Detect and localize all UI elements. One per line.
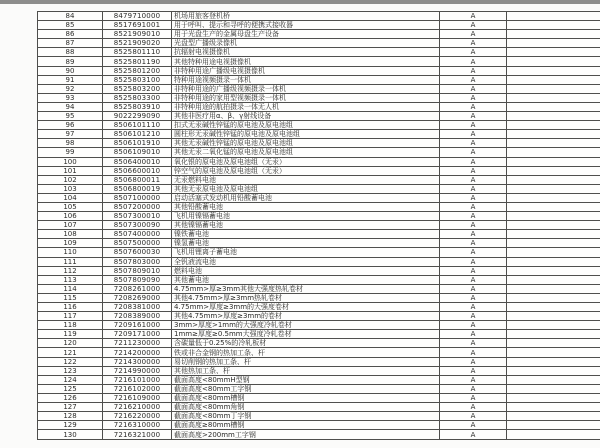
hs-code-cell: 7214300000	[103, 357, 172, 366]
row-number-cell: 88	[38, 48, 103, 57]
row-number-cell: 130	[38, 430, 103, 440]
description-cell: 全钒液流电池	[172, 257, 440, 266]
remark-cell	[507, 30, 600, 39]
category-cell: A	[440, 348, 507, 357]
category-cell: A	[440, 75, 507, 84]
category-cell: A	[440, 121, 507, 130]
table-row	[38, 57, 600, 66]
description-cell: 其他4.75mm>厚≥3mm热轧卷材	[172, 293, 440, 302]
table-row	[38, 357, 600, 366]
hs-code-cell: 8507400000	[103, 230, 172, 239]
category-cell: A	[440, 321, 507, 330]
remark-cell	[507, 293, 600, 302]
category-cell: A	[440, 193, 507, 202]
remark-cell	[507, 321, 600, 330]
description-cell: 非特种用途的家用型视频摄录一体机	[172, 93, 440, 102]
description-cell: 镍铁蓄电池	[172, 230, 440, 239]
hs-code-cell: 8525803300	[103, 93, 172, 102]
category-cell: A	[440, 48, 507, 57]
table-row	[38, 21, 600, 30]
table-row	[38, 175, 600, 184]
description-cell: 其他特种用途电视摄像机	[172, 57, 440, 66]
category-cell: A	[440, 112, 507, 121]
description-cell: 其他无汞二氧化锰的原电池及原电池组	[172, 148, 440, 157]
row-number-cell: 126	[38, 393, 103, 402]
hs-code-cell: 8525801110	[103, 48, 172, 57]
category-cell: A	[440, 384, 507, 393]
table-row	[38, 66, 600, 75]
hs-code-cell: 8506109010	[103, 148, 172, 157]
row-number-cell: 113	[38, 275, 103, 284]
row-number-cell: 92	[38, 84, 103, 93]
row-number-cell: 120	[38, 339, 103, 348]
table-row	[38, 239, 600, 248]
table-row	[38, 93, 600, 102]
description-cell: 其他无汞碱性锌锰的原电池及原电池组	[172, 139, 440, 148]
remark-cell	[507, 175, 600, 184]
remark-cell	[507, 375, 600, 384]
hs-code-cell: 8506800011	[103, 175, 172, 184]
table-row	[38, 266, 600, 275]
remark-cell	[507, 193, 600, 202]
hs-code-table	[37, 11, 600, 440]
hs-code-cell: 8507200000	[103, 202, 172, 211]
row-number-cell: 89	[38, 57, 103, 66]
table-row	[38, 421, 600, 430]
hs-code-cell: 8507809090	[103, 275, 172, 284]
hs-code-cell: 8506800019	[103, 184, 172, 193]
hs-code-cell: 8506600010	[103, 166, 172, 175]
table-row	[38, 230, 600, 239]
table-row	[38, 157, 600, 166]
category-cell: A	[440, 293, 507, 302]
table-row	[38, 375, 600, 384]
description-cell: 特种用途视频摄录一体机	[172, 75, 440, 84]
category-cell: A	[440, 202, 507, 211]
description-cell: 用于光盘生产的金属母盘生产设备	[172, 30, 440, 39]
description-cell: 截面高度<80mmH型钢	[172, 375, 440, 384]
row-number-cell: 108	[38, 230, 103, 239]
category-cell: A	[440, 66, 507, 75]
hs-code-cell: 8507300010	[103, 212, 172, 221]
table-row	[38, 321, 600, 330]
description-cell: 含碳量低于0.25%的冷轧板材	[172, 339, 440, 348]
hs-code-cell: 8525803100	[103, 75, 172, 84]
category-cell: A	[440, 130, 507, 139]
hs-code-cell: 7216321000	[103, 430, 172, 440]
description-cell: 4.75mm>厚≥3mm其他大强度热轧卷材	[172, 284, 440, 293]
table-row	[38, 348, 600, 357]
remark-cell	[507, 403, 600, 412]
category-cell: A	[440, 266, 507, 275]
table-row	[38, 212, 600, 221]
remark-cell	[507, 12, 600, 21]
remark-cell	[507, 212, 600, 221]
remark-cell	[507, 139, 600, 148]
description-cell: 3mm>厚度>1mm的大强度冷轧卷材	[172, 321, 440, 330]
category-cell: A	[440, 166, 507, 175]
category-cell: A	[440, 57, 507, 66]
row-number-cell: 96	[38, 121, 103, 130]
category-cell: A	[440, 239, 507, 248]
category-cell: A	[440, 30, 507, 39]
top-edge-bar	[0, 0, 600, 4]
category-cell: A	[440, 139, 507, 148]
table-row	[38, 339, 600, 348]
category-cell: A	[440, 84, 507, 93]
description-cell: 易切削钢的热加工条、杆	[172, 357, 440, 366]
description-cell: 截面高度<80mm丁字钢	[172, 412, 440, 421]
description-cell: 非特种用途的航拍摄录一体无人机	[172, 102, 440, 111]
remark-cell	[507, 157, 600, 166]
description-cell: 截面高度<80mm工字钢	[172, 384, 440, 393]
row-number-cell: 102	[38, 175, 103, 184]
row-number-cell: 97	[38, 130, 103, 139]
remark-cell	[507, 393, 600, 402]
row-number-cell: 103	[38, 184, 103, 193]
description-cell: 非特种用途广播级电视摄像机	[172, 66, 440, 75]
row-number-cell: 121	[38, 348, 103, 357]
row-number-cell: 129	[38, 421, 103, 430]
remark-cell	[507, 248, 600, 257]
hs-code-cell: 8517691001	[103, 21, 172, 30]
category-cell: A	[440, 275, 507, 284]
row-number-cell: 84	[38, 12, 103, 21]
category-cell: A	[440, 393, 507, 402]
description-cell: 抗辐射电视摄像机	[172, 48, 440, 57]
category-cell: A	[440, 230, 507, 239]
row-number-cell: 115	[38, 293, 103, 302]
row-number-cell: 118	[38, 321, 103, 330]
table-row	[38, 202, 600, 211]
hs-code-table-body	[38, 12, 600, 440]
table-row	[38, 193, 600, 202]
table-row	[38, 384, 600, 393]
table-row	[38, 221, 600, 230]
description-cell: 其他镍镉蓄电池	[172, 221, 440, 230]
remark-cell	[507, 66, 600, 75]
remark-cell	[507, 257, 600, 266]
hs-code-cell: 7209161000	[103, 321, 172, 330]
row-number-cell: 119	[38, 330, 103, 339]
remark-cell	[507, 84, 600, 93]
table-row	[38, 102, 600, 111]
row-number-cell: 91	[38, 75, 103, 84]
category-cell: A	[440, 430, 507, 440]
table-row	[38, 112, 600, 121]
category-cell: A	[440, 375, 507, 384]
category-cell: A	[440, 221, 507, 230]
table-row	[38, 30, 600, 39]
table-row	[38, 48, 600, 57]
description-cell: 飞机用锂离子蓄电池	[172, 248, 440, 257]
hs-code-cell: 7208381000	[103, 303, 172, 312]
description-cell: 其他非医疗用α、β、γ射线设备	[172, 112, 440, 121]
category-cell: A	[440, 102, 507, 111]
remark-cell	[507, 339, 600, 348]
hs-code-cell: 8521909020	[103, 39, 172, 48]
row-number-cell: 109	[38, 239, 103, 248]
category-cell: A	[440, 39, 507, 48]
table-row	[38, 303, 600, 312]
table-row	[38, 84, 600, 93]
row-number-cell: 128	[38, 412, 103, 421]
row-number-cell: 107	[38, 221, 103, 230]
category-cell: A	[440, 339, 507, 348]
table-row	[38, 275, 600, 284]
remark-cell	[507, 357, 600, 366]
remark-cell	[507, 284, 600, 293]
row-number-cell: 116	[38, 303, 103, 312]
category-cell: A	[440, 12, 507, 21]
hs-code-cell: 8507809010	[103, 266, 172, 275]
remark-cell	[507, 221, 600, 230]
category-cell: A	[440, 412, 507, 421]
remark-cell	[507, 93, 600, 102]
hs-code-cell: 8507500000	[103, 239, 172, 248]
description-cell: 锌空气的原电池及原电池组（无汞）	[172, 166, 440, 175]
description-cell: 机场用旅客登机桥	[172, 12, 440, 21]
description-cell: 截面高度≥80mm槽钢	[172, 421, 440, 430]
remark-cell	[507, 202, 600, 211]
row-number-cell: 98	[38, 139, 103, 148]
description-cell: 无汞燃料电池	[172, 175, 440, 184]
row-number-cell: 112	[38, 266, 103, 275]
table-row	[38, 166, 600, 175]
category-cell: A	[440, 21, 507, 30]
hs-code-cell: 8525803910	[103, 102, 172, 111]
row-number-cell: 99	[38, 148, 103, 157]
table-row	[38, 284, 600, 293]
row-number-cell: 101	[38, 166, 103, 175]
description-cell: 铁或非合金钢的热加工条、杆	[172, 348, 440, 357]
row-number-cell: 106	[38, 212, 103, 221]
category-cell: A	[440, 366, 507, 375]
remark-cell	[507, 21, 600, 30]
row-number-cell: 127	[38, 403, 103, 412]
description-cell: 扣式无汞碱性锌锰的原电池及原电池组	[172, 121, 440, 130]
row-number-cell: 104	[38, 193, 103, 202]
row-number-cell: 110	[38, 248, 103, 257]
remark-cell	[507, 121, 600, 130]
description-cell: 1mm≥厚度≥0.5mm大强度冷轧卷材	[172, 330, 440, 339]
hs-code-cell: 8506400010	[103, 157, 172, 166]
category-cell: A	[440, 357, 507, 366]
category-cell: A	[440, 175, 507, 184]
description-cell: 其他4.75mm>厚度≥3mm的卷材	[172, 312, 440, 321]
remark-cell	[507, 312, 600, 321]
remark-cell	[507, 148, 600, 157]
description-cell: 其他铅酸蓄电池	[172, 202, 440, 211]
table-row	[38, 312, 600, 321]
description-cell: 4.75mm>厚度≥3mm的大强度卷材	[172, 303, 440, 312]
remark-cell	[507, 239, 600, 248]
hs-code-cell: 7214990000	[103, 366, 172, 375]
category-cell: A	[440, 421, 507, 430]
remark-cell	[507, 48, 600, 57]
hs-code-cell: 8507300090	[103, 221, 172, 230]
category-cell: A	[440, 284, 507, 293]
table-row	[38, 139, 600, 148]
category-cell: A	[440, 184, 507, 193]
hs-code-cell: 8506101210	[103, 130, 172, 139]
remark-cell	[507, 412, 600, 421]
table-row	[38, 257, 600, 266]
row-number-cell: 90	[38, 66, 103, 75]
remark-cell	[507, 230, 600, 239]
remark-cell	[507, 130, 600, 139]
table-row	[38, 12, 600, 21]
hs-code-cell: 8506101910	[103, 139, 172, 148]
table-row	[38, 430, 600, 440]
description-cell: 其他热加工条、杆	[172, 366, 440, 375]
row-number-cell: 105	[38, 202, 103, 211]
hs-code-cell: 7216102000	[103, 384, 172, 393]
hs-code-cell: 7216310000	[103, 421, 172, 430]
category-cell: A	[440, 157, 507, 166]
hs-code-cell: 7209171000	[103, 330, 172, 339]
row-number-cell: 86	[38, 30, 103, 39]
hs-code-cell: 8525801200	[103, 66, 172, 75]
table-row	[38, 403, 600, 412]
description-cell: 其他无汞原电池及原电池组	[172, 184, 440, 193]
remark-cell	[507, 303, 600, 312]
table-row	[38, 248, 600, 257]
category-cell: A	[440, 303, 507, 312]
category-cell: A	[440, 248, 507, 257]
category-cell: A	[440, 212, 507, 221]
table-row	[38, 412, 600, 421]
hs-code-cell: 7211230000	[103, 339, 172, 348]
row-number-cell: 114	[38, 284, 103, 293]
category-cell: A	[440, 330, 507, 339]
row-number-cell: 125	[38, 384, 103, 393]
table-row	[38, 366, 600, 375]
row-number-cell: 85	[38, 21, 103, 30]
remark-cell	[507, 266, 600, 275]
hs-code-cell: 8507600030	[103, 248, 172, 257]
row-number-cell: 95	[38, 112, 103, 121]
table-row	[38, 330, 600, 339]
remark-cell	[507, 184, 600, 193]
hs-code-cell: 9022299090	[103, 112, 172, 121]
description-cell: 飞机用镍镉蓄电池	[172, 212, 440, 221]
table-row	[38, 184, 600, 193]
table-row	[38, 130, 600, 139]
description-cell: 光盘型广播级录像机	[172, 39, 440, 48]
description-cell: 非特种用途的广播级视频摄录一体机	[172, 84, 440, 93]
description-cell: 燃料电池	[172, 266, 440, 275]
hs-code-cell: 7216220000	[103, 412, 172, 421]
remark-cell	[507, 57, 600, 66]
description-cell: 其他蓄电池	[172, 275, 440, 284]
description-cell: 氧化银的原电池及原电池组（无汞）	[172, 157, 440, 166]
category-cell: A	[440, 403, 507, 412]
hs-code-cell: 8479710000	[103, 12, 172, 21]
description-cell: 用于呼叫、提示和寻呼的便携式接收器	[172, 21, 440, 30]
row-number-cell: 87	[38, 39, 103, 48]
description-cell: 启动活塞式发动机用铅酸蓄电池	[172, 193, 440, 202]
description-cell: 截面高度<80mm槽钢	[172, 393, 440, 402]
hs-code-cell: 7216109000	[103, 393, 172, 402]
row-number-cell: 122	[38, 357, 103, 366]
hs-code-cell: 7208261000	[103, 284, 172, 293]
remark-cell	[507, 75, 600, 84]
hs-code-cell: 7216210000	[103, 403, 172, 412]
remark-cell	[507, 102, 600, 111]
table-row	[38, 148, 600, 157]
remark-cell	[507, 366, 600, 375]
row-number-cell: 124	[38, 375, 103, 384]
hs-code-cell: 7214200000	[103, 348, 172, 357]
description-cell: 镍氢蓄电池	[172, 239, 440, 248]
description-cell: 圆柱形无汞碱性锌锰的原电池及原电池组	[172, 130, 440, 139]
row-number-cell: 100	[38, 157, 103, 166]
category-cell: A	[440, 148, 507, 157]
hs-code-cell: 8521909010	[103, 30, 172, 39]
hs-code-cell: 8507100000	[103, 193, 172, 202]
table-row	[38, 75, 600, 84]
hs-code-cell: 8525803200	[103, 84, 172, 93]
remark-cell	[507, 430, 600, 440]
remark-cell	[507, 348, 600, 357]
category-cell: A	[440, 257, 507, 266]
description-cell: 截面高度>200mm工字钢	[172, 430, 440, 440]
remark-cell	[507, 275, 600, 284]
row-number-cell: 111	[38, 257, 103, 266]
category-cell: A	[440, 93, 507, 102]
table-row	[38, 121, 600, 130]
remark-cell	[507, 166, 600, 175]
row-number-cell: 123	[38, 366, 103, 375]
category-cell: A	[440, 312, 507, 321]
row-number-cell: 117	[38, 312, 103, 321]
remark-cell	[507, 384, 600, 393]
hs-code-cell: 8507803000	[103, 257, 172, 266]
table-row	[38, 293, 600, 302]
hs-code-cell: 7216101000	[103, 375, 172, 384]
row-number-cell: 94	[38, 102, 103, 111]
hs-code-cell: 7208389000	[103, 312, 172, 321]
hs-code-cell: 7208269000	[103, 293, 172, 302]
remark-cell	[507, 421, 600, 430]
table-row	[38, 39, 600, 48]
remark-cell	[507, 112, 600, 121]
table-row	[38, 393, 600, 402]
remark-cell	[507, 330, 600, 339]
description-cell: 截面高度<80mm角钢	[172, 403, 440, 412]
row-number-cell: 93	[38, 93, 103, 102]
hs-code-cell: 8506101110	[103, 121, 172, 130]
remark-cell	[507, 39, 600, 48]
hs-code-cell: 8525801190	[103, 57, 172, 66]
